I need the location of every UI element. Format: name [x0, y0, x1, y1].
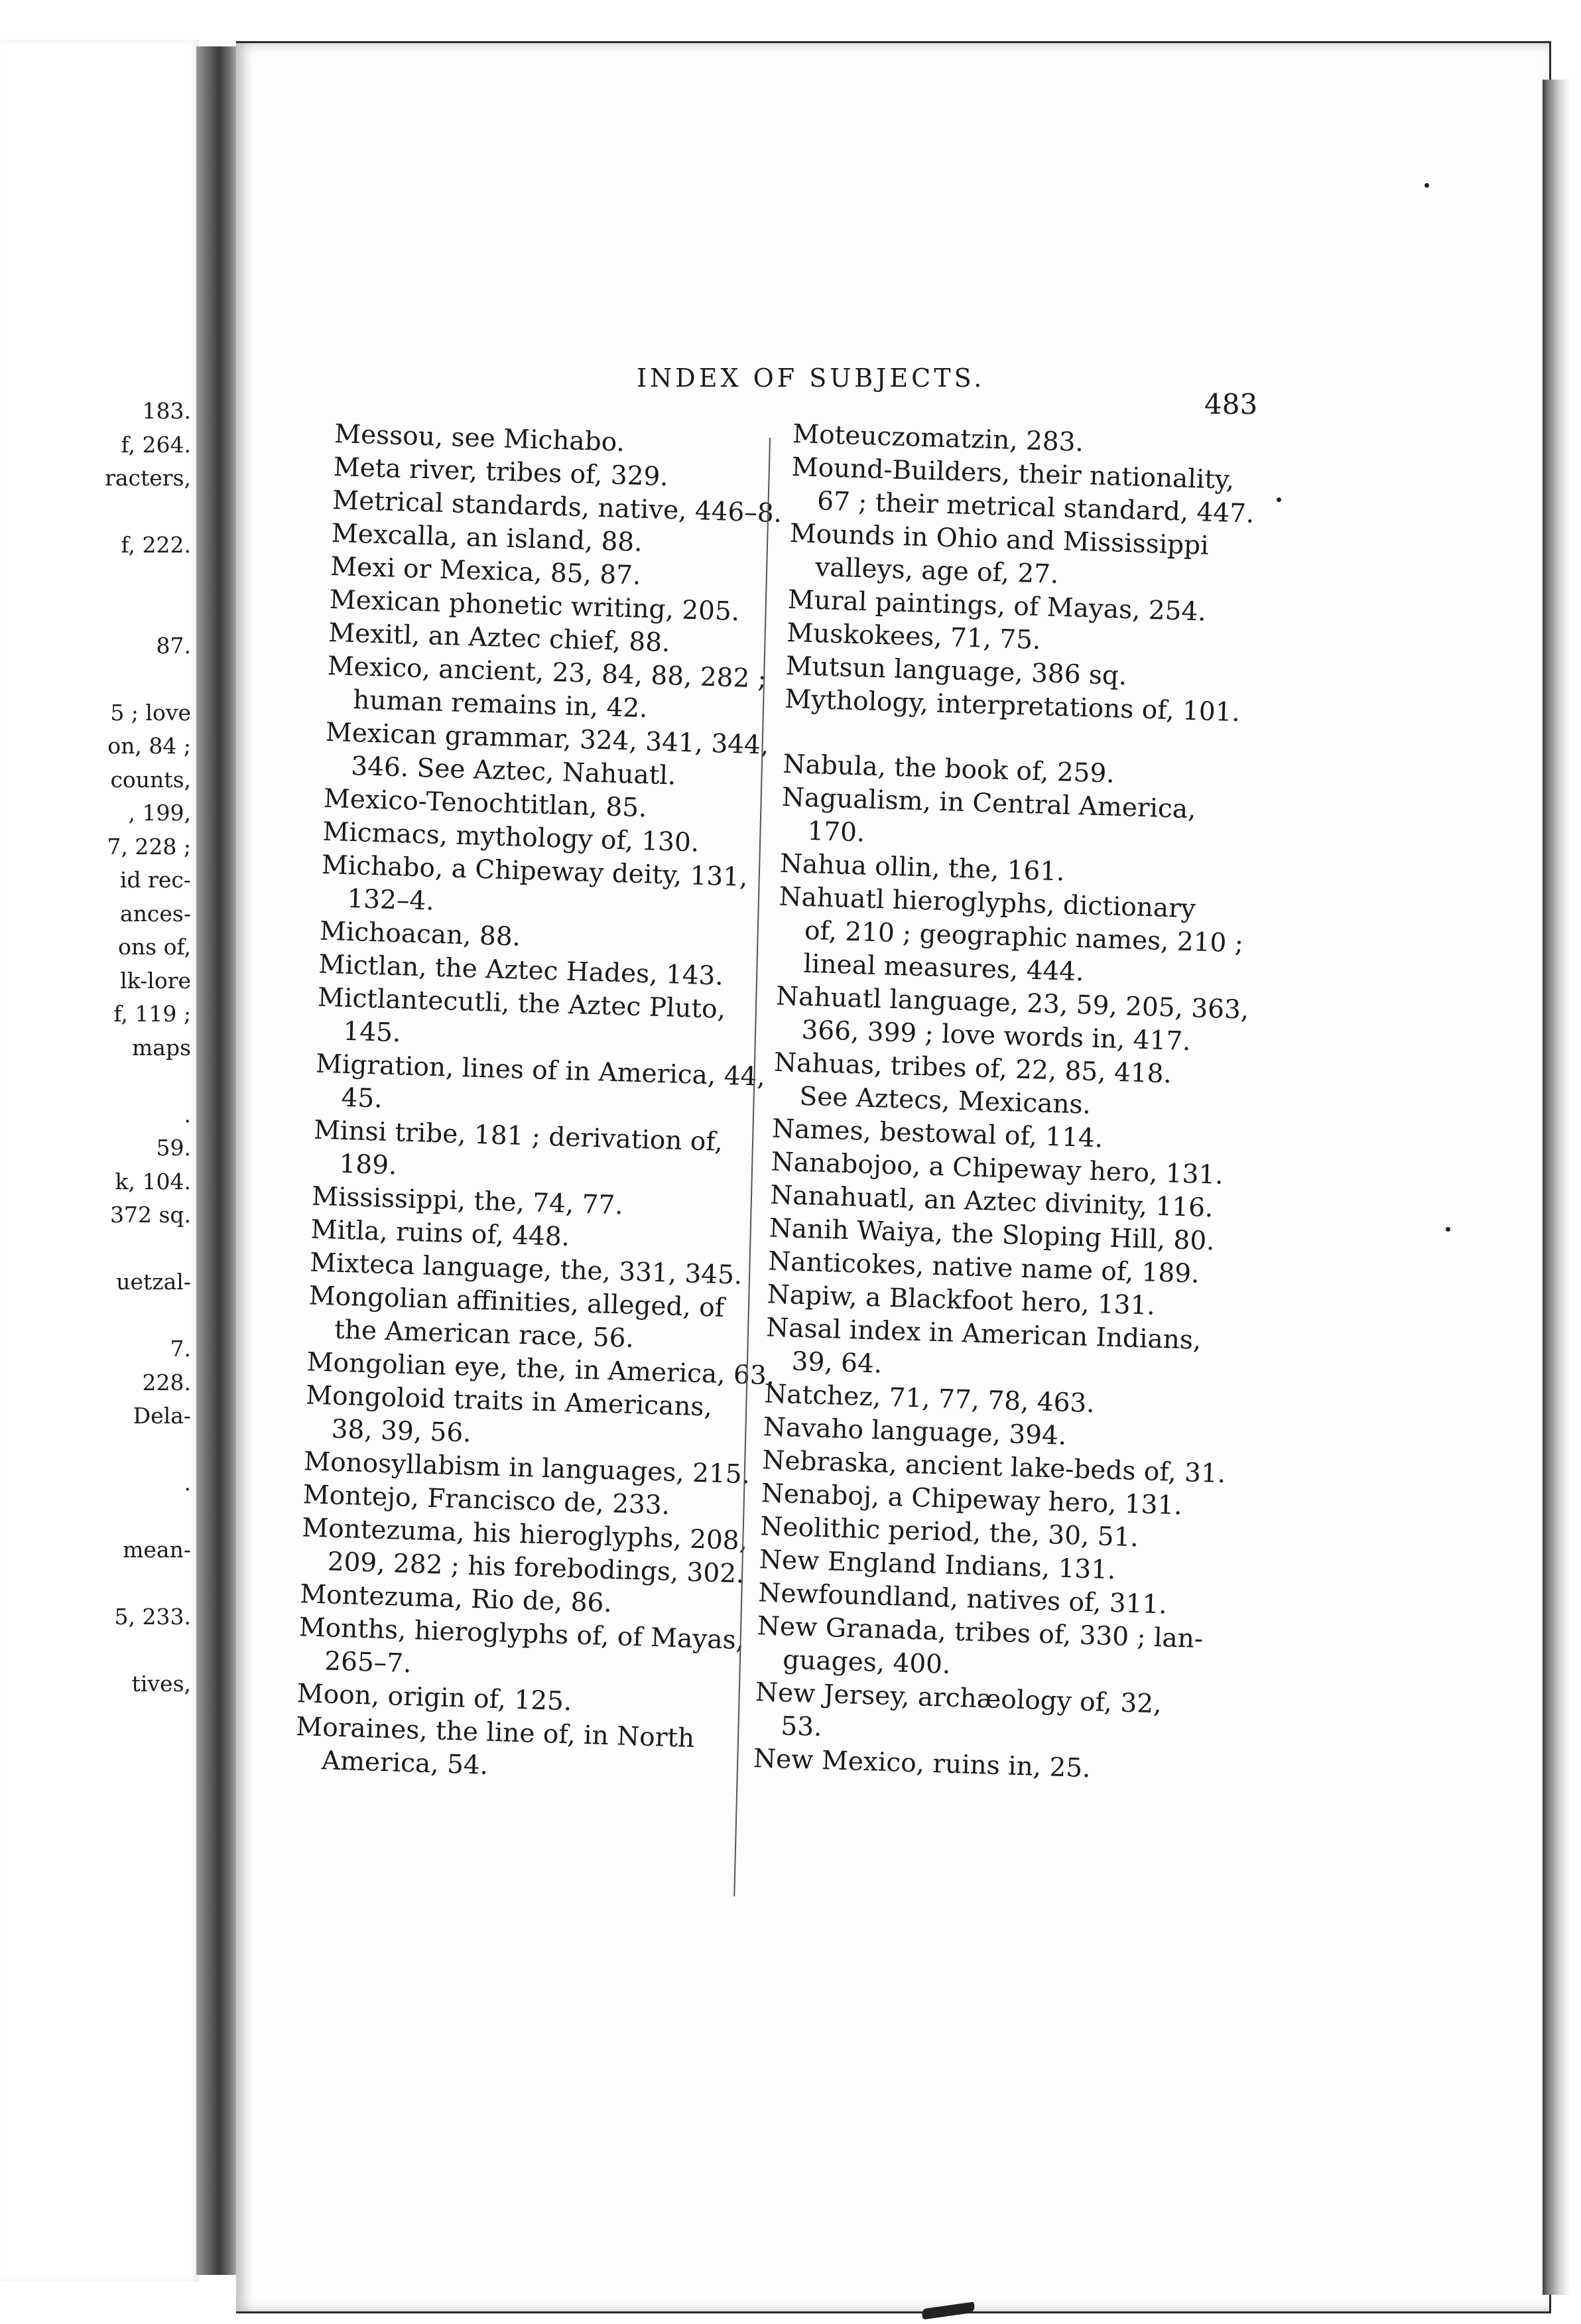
previous-page-text-fragment: 87. [156, 632, 191, 659]
left-index-entry: Mexico, ancient, 23, 84, 88, 282 ; [327, 651, 767, 694]
left-index-entry: Mongoloid traits in Americans, [305, 1380, 713, 1423]
previous-page-text-fragment: racters, [105, 465, 191, 491]
right-index-entry: Nahuas, tribes of, 22, 85, 418. [773, 1047, 1172, 1090]
left-index-entry: America, 54. [321, 1746, 489, 1781]
previous-page-text-fragment: f, 119 ; [113, 1001, 191, 1027]
left-index-entry: Mictlan, the Aztec Hades, 143. [318, 949, 724, 992]
right-index-entry: 366, 399 ; love words in, 417. [800, 1015, 1192, 1057]
previous-page-text-fragment: id rec- [119, 867, 191, 893]
left-index-entry: Meta river, tribes of, 329. [333, 452, 669, 492]
previous-page-text-fragment: Dela- [133, 1403, 191, 1429]
book-gutter [196, 46, 239, 2275]
left-index-entry: Minsi tribe, 181 ; derivation of, [313, 1115, 724, 1157]
left-index-entry: Mississippi, the, 74, 77. [311, 1181, 624, 1221]
right-index-entry: Neolithic period, the, 30, 51. [759, 1512, 1139, 1553]
right-index-entry: Nanahuatl, an Aztec divinity, 116. [769, 1180, 1214, 1224]
previous-page-text-fragment: 5 ; love [110, 699, 191, 726]
right-index-entry: Nebraska, ancient lake-beds of, 31. [761, 1445, 1226, 1490]
previous-page-text-fragment: mean- [123, 1537, 191, 1563]
index-column-right [753, 418, 1336, 1791]
previous-page-text-fragment: counts, [110, 766, 191, 793]
left-index-entry: Metrical standards, native, 446–8. [332, 485, 783, 529]
right-index-entry: 67 ; their metrical standard, 447. [816, 486, 1255, 529]
left-index-entry: Mixteca language, the, 331, 345. [309, 1248, 743, 1291]
previous-page-text-fragment: on, 84 ; [107, 733, 191, 759]
right-index-entry: Nasal index in American Indians, [765, 1313, 1202, 1356]
right-index-entry: Nahuatl language, 23, 59, 205, 363, [775, 981, 1249, 1025]
right-index-entry: lineal measures, 444. [802, 948, 1085, 988]
left-index-entry: Michoacan, 88. [319, 916, 521, 952]
right-index-entry: Natchez, 71, 77, 78, 463. [763, 1379, 1096, 1419]
left-index-entry: Mictlantecutli, the Aztec Pluto, [317, 982, 726, 1025]
left-index-entry: 189. [338, 1149, 398, 1181]
previous-page-text-fragment: 59. [156, 1135, 191, 1161]
left-index-entry: Montejo, Francisco de, 233. [302, 1480, 670, 1521]
right-index-entry: Nenaboj, a Chipeway hero, 131. [761, 1478, 1183, 1521]
left-index-entry: Messou, see Michabo. [334, 419, 625, 458]
left-index-entry: Mexican grammar, 324, 341, 344, [325, 717, 769, 761]
right-index-entry: 39, 64. [791, 1346, 883, 1380]
right-index-entry: Mythology, interpretations of, 101. [784, 684, 1241, 728]
left-index-entry: Micmacs, mythology of, 130. [322, 816, 700, 858]
left-index-entry: 346. See Aztec, Nahuatl. [350, 751, 676, 791]
right-index-entry: guages, 400. [782, 1645, 952, 1680]
previous-page-text-fragment: , 199, [128, 800, 191, 826]
previous-page-text-fragment: lk-lore [120, 967, 191, 994]
left-index-entry: Mexican phonetic writing, 205. [329, 584, 740, 627]
previous-page-text-fragment: ances- [119, 900, 191, 927]
left-index-entry: 132–4. [346, 883, 435, 917]
left-index-entry: Migration, lines of in America, 44, [315, 1049, 766, 1092]
previous-page-text-fragment: 372 sq. [109, 1202, 191, 1228]
right-index-entry: Navaho language, 394. [763, 1412, 1067, 1451]
previous-page-text-fragment: 7. [170, 1336, 191, 1362]
left-index-entry: Mexico-Tenochtitlan, 85. [323, 783, 648, 824]
left-index-entry: Montezuma, Rio de, 86. [299, 1579, 613, 1619]
left-index-entry: 45. [340, 1082, 383, 1114]
right-index-entry: Nanabojoo, a Chipeway hero, 131. [771, 1147, 1224, 1191]
right-index-entry: Mutsun language, 386 sq. [785, 651, 1127, 692]
right-index-entry: New England Indians, 131. [759, 1545, 1117, 1586]
right-index-entry: New Jersey, archæology of, 32, [755, 1677, 1163, 1720]
right-index-entry: New Granada, tribes of, 330 ; lan- [757, 1611, 1204, 1655]
right-index-entry: Nanih Waiya, the Sloping Hill, 80. [769, 1213, 1216, 1257]
left-index-entry: Michabo, a Chipeway deity, 131, [321, 850, 749, 893]
right-index-entry: Mound-Builders, their nationality, [791, 452, 1235, 495]
right-index-entry: valleys, age of, 27. [814, 552, 1060, 590]
previous-page-text-fragment: 183. [142, 398, 191, 424]
previous-page-text-fragment: 7, 228 ; [107, 833, 191, 860]
right-index-entry: Newfoundland, natives of, 311. [757, 1578, 1168, 1620]
running-head: INDEX OF SUBJECTS. [637, 363, 985, 393]
left-index-entry: 265–7. [324, 1646, 412, 1679]
page-edge-shadow [1543, 80, 1569, 2295]
right-index-entry: Nagualism, in Central America, [781, 782, 1197, 825]
previous-page-fragment [0, 40, 199, 2282]
previous-page-text-fragment: tives, [131, 1671, 191, 1697]
left-index-entry: Mitla, ruins of, 448. [310, 1214, 570, 1253]
previous-page-text-fragment: k, 104. [115, 1168, 191, 1194]
ink-speck [1277, 497, 1281, 502]
right-index-entry: Names, bestowal of, 114. [771, 1114, 1104, 1154]
previous-page-text-fragment: 228. [142, 1369, 191, 1395]
ink-speck [1446, 1227, 1450, 1232]
previous-page-text-fragment: maps [131, 1034, 191, 1061]
right-index-entry: 53. [780, 1711, 823, 1743]
previous-page-text-fragment: f, 264. [121, 431, 191, 458]
left-index-entry: Mongolian affinities, alleged, of [308, 1281, 725, 1324]
right-index-entry: Nahuatl hieroglyphs, dictionary [778, 881, 1196, 925]
left-index-entry: the American race, 56. [334, 1315, 635, 1354]
previous-page-text-fragment: . [184, 1470, 191, 1496]
right-index-entry: Moteuczomatzin, 283. [792, 419, 1084, 458]
left-index-entry: Mexcalla, an island, 88. [331, 518, 643, 558]
left-index-entry: Moraines, the line of, in North [295, 1712, 695, 1754]
left-index-entry: Mexitl, an Aztec chief, 88. [328, 617, 671, 659]
right-index-entry: of, 210 ; geographic names, 210 ; [804, 915, 1244, 959]
page-number: 483 [1204, 388, 1258, 420]
left-index-entry: 145. [342, 1016, 402, 1049]
left-index-entry: human remains in, 42. [352, 685, 649, 724]
right-index-entry: 170. [806, 816, 865, 848]
right-index-entry: See Aztecs, Mexicans. [798, 1081, 1092, 1120]
right-index-entry: Nanticokes, native name of, 189. [767, 1246, 1200, 1289]
left-index-entry: Monosyllabism in languages, 215. [303, 1447, 751, 1490]
left-index-entry: Months, hieroglyphs of, of Mayas, [298, 1612, 745, 1656]
right-index-entry: Nabula, the book of, 259. [782, 749, 1115, 789]
left-index-entry: Moon, origin of, 125. [296, 1679, 572, 1717]
right-index-entry: Napiw, a Blackfoot hero, 131. [767, 1279, 1156, 1321]
left-index-entry: 38, 39, 56. [331, 1414, 472, 1449]
right-index-entry: New Mexico, ruins in, 25. [753, 1744, 1092, 1784]
right-index-entry: Mural paintings, of Mayas, 254. [787, 584, 1207, 627]
right-index-entry: Nahua ollin, the, 161. [779, 848, 1066, 887]
left-index-entry: 209, 282 ; his forebodings, 302. [327, 1547, 745, 1590]
right-index-entry: Mounds in Ohio and Mississippi [789, 518, 1210, 561]
left-index-entry: Mongolian eye, the, in America, 63. [306, 1347, 775, 1391]
ink-speck [1424, 183, 1429, 188]
right-index-entry: Muskokees, 71, 75. [786, 617, 1042, 656]
previous-page-text-fragment: . [184, 1101, 191, 1128]
left-index-entry: Mexi or Mexica, 85, 87. [330, 551, 642, 591]
previous-page-text-fragment: uetzal- [116, 1269, 191, 1295]
previous-page-text-fragment: ons of, [118, 934, 191, 960]
previous-page-text-fragment: 5, 233. [114, 1604, 191, 1630]
previous-page-text-fragment: f, 222. [121, 532, 191, 558]
left-index-entry: Montezuma, his hieroglyphs, 208, [301, 1513, 748, 1557]
